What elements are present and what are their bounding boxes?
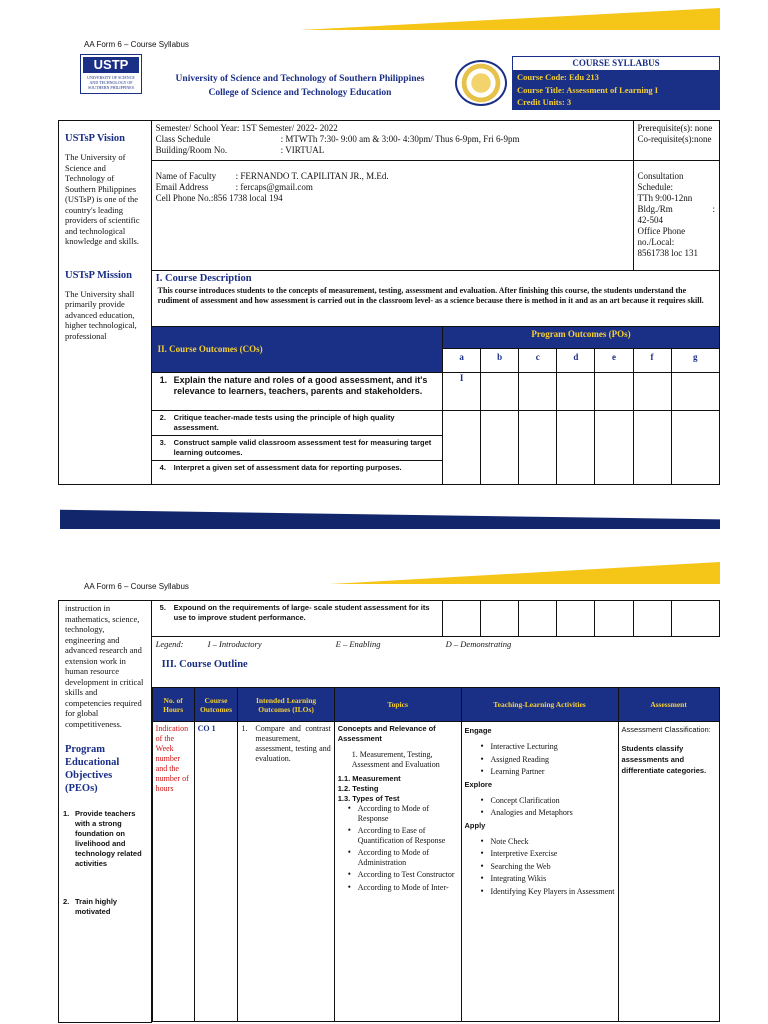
co-text: Critique teacher-made tests using the principle of high quality assessment.	[173, 413, 395, 432]
po-mapping-cell	[557, 601, 595, 637]
po-mapping-cell	[671, 601, 719, 637]
po-mapping-cell	[443, 601, 481, 637]
legend-introductory: I – Introductory	[207, 639, 262, 649]
list-item: • Note Check	[481, 837, 615, 847]
vision-heading: USTsP Vision	[65, 133, 126, 144]
topic-heading: Concepts and Relevance of Assessment	[337, 724, 436, 743]
mission-peo-column	[59, 601, 152, 1023]
outline-table-cell	[151, 687, 719, 1022]
email-label: Email Address	[155, 182, 209, 192]
course-outcome-item	[151, 601, 442, 637]
po-mapping-cell	[481, 601, 519, 637]
assessment-classification: Assessment Classification:	[621, 725, 711, 734]
course-outcome-item	[152, 461, 442, 475]
email-row	[156, 182, 629, 193]
list-item: • According to Ease of Quantification of Response	[348, 826, 458, 845]
header-swoosh	[300, 8, 720, 30]
po-mapping-cell	[671, 373, 719, 411]
test-types-list	[338, 804, 458, 892]
po-mapping-cell	[481, 373, 519, 411]
topic-1-1: 1.1. Measurement	[337, 774, 401, 783]
topic-1-2: 1.2. Testing	[337, 784, 379, 793]
legend	[152, 637, 720, 651]
list-item: • Analogies and Metaphors	[481, 808, 615, 818]
apply-list	[465, 837, 615, 897]
class-schedule-label: Class Schedule	[155, 134, 211, 144]
vision-mission-column	[59, 121, 152, 485]
course-outline-table	[152, 687, 720, 1022]
outline-title-row	[151, 651, 719, 687]
list-item: • According to Mode of Response	[348, 804, 458, 823]
room-label: Building/Room No.	[155, 145, 228, 155]
schedule-cell	[151, 121, 633, 161]
po-mapping-cell	[481, 411, 519, 485]
po-letter: c	[519, 349, 557, 373]
po-letter: a	[443, 349, 481, 373]
tla-cell	[461, 722, 618, 1022]
co-text: Interpret a given set of assessment data for reporting purposes.	[173, 463, 402, 472]
legend-demonstrating: D – Demonstrating	[445, 639, 512, 649]
course-title: Course Title: Assessment of Learning I	[517, 84, 659, 95]
office-phone-label: Office Phone no./Local:	[637, 226, 686, 247]
co-number: 4.	[159, 463, 166, 472]
credit-units: Credit Units: 3	[517, 97, 572, 107]
co-text: Construct sample valid classroom assessment test for measuring target learning outcomes.	[173, 438, 432, 457]
po-mapping-cell	[633, 373, 671, 411]
col-topics-header: Topics	[334, 688, 461, 722]
assessment-cell	[618, 722, 719, 1022]
po-letter: f	[633, 349, 671, 373]
mission-heading: USTsP Mission	[65, 269, 133, 281]
ilo-text: Compare and contrast measurement, assessment, testing and evaluation.	[255, 724, 331, 763]
bldg-colon: :	[712, 204, 715, 214]
faculty-name-label: Name of Faculty	[155, 171, 217, 181]
list-item: • Interactive Lecturing	[481, 742, 615, 752]
peo-heading: Program Educational Objectives (PEOs)	[65, 744, 120, 794]
peo-number: 2.	[63, 897, 70, 906]
syllabus-continued-table	[58, 600, 720, 1023]
bldg-label: Bldg./Rm	[637, 204, 673, 214]
header-swoosh	[330, 562, 720, 584]
course-description-text: This course introduces students to the concepts of measurement, testing, assessment and evaluation. After finishing this course, the students understand the rudiment of assessment and how assessment is carried out in the classroom level- as a science because there is method in it and as an art because it requires skill.	[157, 286, 704, 305]
consultation-time: TTh 9:00-12nn	[637, 193, 693, 203]
co-text: Explain the nature and roles of a good assessment, and it's relevance to learners, teachers, parents and stakeholders.	[173, 375, 428, 396]
list-item: • Concept Clarification	[481, 796, 615, 806]
col-assessment-header: Assessment	[618, 688, 719, 722]
course-description-heading: I. Course Description	[155, 273, 252, 284]
semester-row	[156, 123, 629, 134]
faculty-cell	[151, 161, 633, 271]
po-mapping-cell	[595, 411, 633, 485]
po-letter: e	[595, 349, 633, 373]
list-item: • According to Test Constructor	[348, 870, 458, 880]
faculty-name-row	[156, 171, 629, 182]
college-name: College of Science and Technology Education	[208, 88, 392, 98]
list-item: • Learning Partner	[481, 767, 615, 777]
program-outcomes-heading: Program Outcomes (POs)	[443, 327, 720, 349]
class-schedule-value: : MTWTh 7:30- 9:00 am & 3:00- 4:30pm/ Thus 6-9pm, Fri 6-9pm	[280, 134, 520, 144]
po-letter: d	[557, 349, 595, 373]
mission-text: The University shall primarily provide advanced education, higher technological, professional	[65, 288, 137, 341]
university-header	[150, 72, 450, 100]
topic-1: 1. Measurement, Testing, Assessment and Evaluation	[351, 750, 440, 769]
form-label: AA Form 6 – Course Syllabus	[84, 40, 189, 49]
bldg-value: 42-504	[637, 215, 663, 225]
mission-continued: instruction in mathematics, science, technology, engineering and advanced research and extension work in human resource development in critical skills and competencies required for global competitiveness.	[65, 603, 144, 729]
po-mapping-cell	[671, 411, 719, 485]
co-text: Expound on the requirements of large- scale student assessment for its use to improve student performance.	[173, 603, 430, 622]
col-hours-header: No. of Hours	[152, 688, 194, 722]
po-mapping-cell	[633, 601, 671, 637]
assessment-description: Students classify assessments and differentiate categories.	[621, 744, 707, 775]
course-outcome-item	[151, 373, 442, 411]
peo-text: Provide teachers with a strong foundation on livelihood and technology related activities	[75, 809, 142, 868]
co-number: 1.	[159, 375, 168, 385]
room-value: : VIRTUAL	[280, 145, 325, 155]
po-mapping-cell	[595, 373, 633, 411]
requisites-cell	[633, 121, 720, 161]
course-syllabus-heading: COURSE SYLLABUS	[572, 58, 660, 68]
logo-subtext: UNIVERSITY OF SCIENCE AND TECHNOLOGY OF SOUTHERN PHILIPPINES	[87, 75, 135, 90]
po-letter: b	[481, 349, 519, 373]
college-seal-icon	[455, 60, 507, 106]
list-item: • According to Mode of Inter-	[348, 883, 458, 893]
list-item: • According to Mode of Administration	[348, 848, 458, 867]
syllabus-page-1	[0, 0, 768, 500]
list-item: • Interpretive Exercise	[481, 849, 615, 859]
room-row	[156, 145, 629, 156]
legend-enabling: E – Enabling	[335, 639, 381, 649]
explore-list	[465, 796, 615, 818]
po-mapping-cell	[557, 411, 595, 485]
po-mapping-cell: I	[443, 373, 481, 411]
ilo-item	[241, 724, 330, 764]
legend-label: Legend:	[155, 639, 184, 649]
col-tla-header: Teaching-Learning Activities	[461, 688, 618, 722]
col-ilo-header: Intended Learning Outcomes (ILOs)	[238, 688, 334, 722]
peo-number: 1.	[63, 809, 70, 818]
peo-item	[65, 897, 145, 917]
engage-heading: Engage	[464, 726, 492, 735]
syllabus-main-table	[58, 120, 720, 485]
po-mapping-cell	[519, 373, 557, 411]
course-code: Course Code: Edu 213	[517, 72, 599, 82]
ustp-logo	[80, 54, 142, 94]
vision-text: The University of Science and Technology of Southern Philippines (USTsP) is one of the country's leading providers of scientific and technological knowledge and skills.	[65, 152, 140, 246]
semester-value: 1ST Semester/ 2022- 2022	[241, 123, 338, 133]
po-mapping-cell	[443, 411, 481, 485]
hours-cell: Indication of the Week number and the number of hours	[152, 722, 194, 1022]
peo-text: Train highly motivated	[75, 897, 118, 916]
course-description-cell	[151, 271, 719, 327]
list-item: • Identifying Key Players in Assessment	[481, 887, 615, 897]
po-letter: g	[671, 349, 719, 373]
course-outline-heading: III. Course Outline	[161, 659, 248, 670]
list-item: • Searching the Web	[481, 862, 615, 872]
email-value: : fercaps@gmail.com	[235, 182, 313, 192]
legend-row	[151, 637, 719, 652]
po-mapping-cell	[519, 601, 557, 637]
consultation-cell	[633, 161, 720, 271]
course-info-body	[513, 70, 719, 109]
co-number: 5.	[159, 603, 166, 612]
topic-1-3: 1.3. Types of Test	[337, 794, 400, 803]
co-number: 2.	[159, 413, 166, 422]
course-outcomes-heading: II. Course Outcomes (COs)	[151, 327, 442, 373]
semester-label: Semester/ School Year:	[155, 123, 240, 133]
explore-heading: Explore	[464, 779, 493, 789]
class-schedule-row	[156, 134, 629, 145]
po-mapping-cell	[595, 601, 633, 637]
course-outcome-item	[152, 411, 442, 436]
course-info-box	[512, 56, 720, 110]
bldg-row	[638, 204, 716, 215]
prerequisite: Prerequisite(s): none	[637, 123, 713, 133]
apply-heading: Apply	[464, 820, 486, 830]
office-phone-value: 8561738 loc 131	[637, 248, 698, 258]
form-label: AA Form 6 – Course Syllabus	[84, 582, 189, 591]
po-mapping-cell	[633, 411, 671, 485]
topics-cell	[334, 722, 461, 1022]
po-mapping-cell	[557, 373, 595, 411]
co-number: 3.	[159, 438, 166, 447]
ilo-number: 1.	[241, 724, 248, 733]
list-item: • Integrating Wikis	[481, 874, 615, 884]
po-mapping-cell	[519, 411, 557, 485]
ilo-cell	[238, 722, 334, 1022]
engage-list	[465, 742, 615, 777]
co-cell: CO 1	[194, 722, 238, 1022]
university-name: University of Science and Technology of Southern Philippines	[175, 74, 425, 84]
corequisite: Co-requisite(s):none	[637, 134, 712, 144]
cell-phone: Cell Phone No.:856 1738 local 194	[155, 193, 283, 203]
peo-item	[65, 809, 145, 869]
consultation-label: Consultation Schedule:	[637, 171, 684, 192]
course-outcome-list	[151, 411, 442, 485]
list-item: • Assigned Reading	[481, 755, 615, 765]
course-outcome-item	[152, 436, 442, 461]
col-course-outcomes-header: Course Outcomes	[194, 688, 238, 722]
faculty-name-value: : FERNANDO T. CAPILITAN JR., M.Ed.	[235, 171, 389, 181]
logo-text: USTP	[83, 57, 139, 73]
